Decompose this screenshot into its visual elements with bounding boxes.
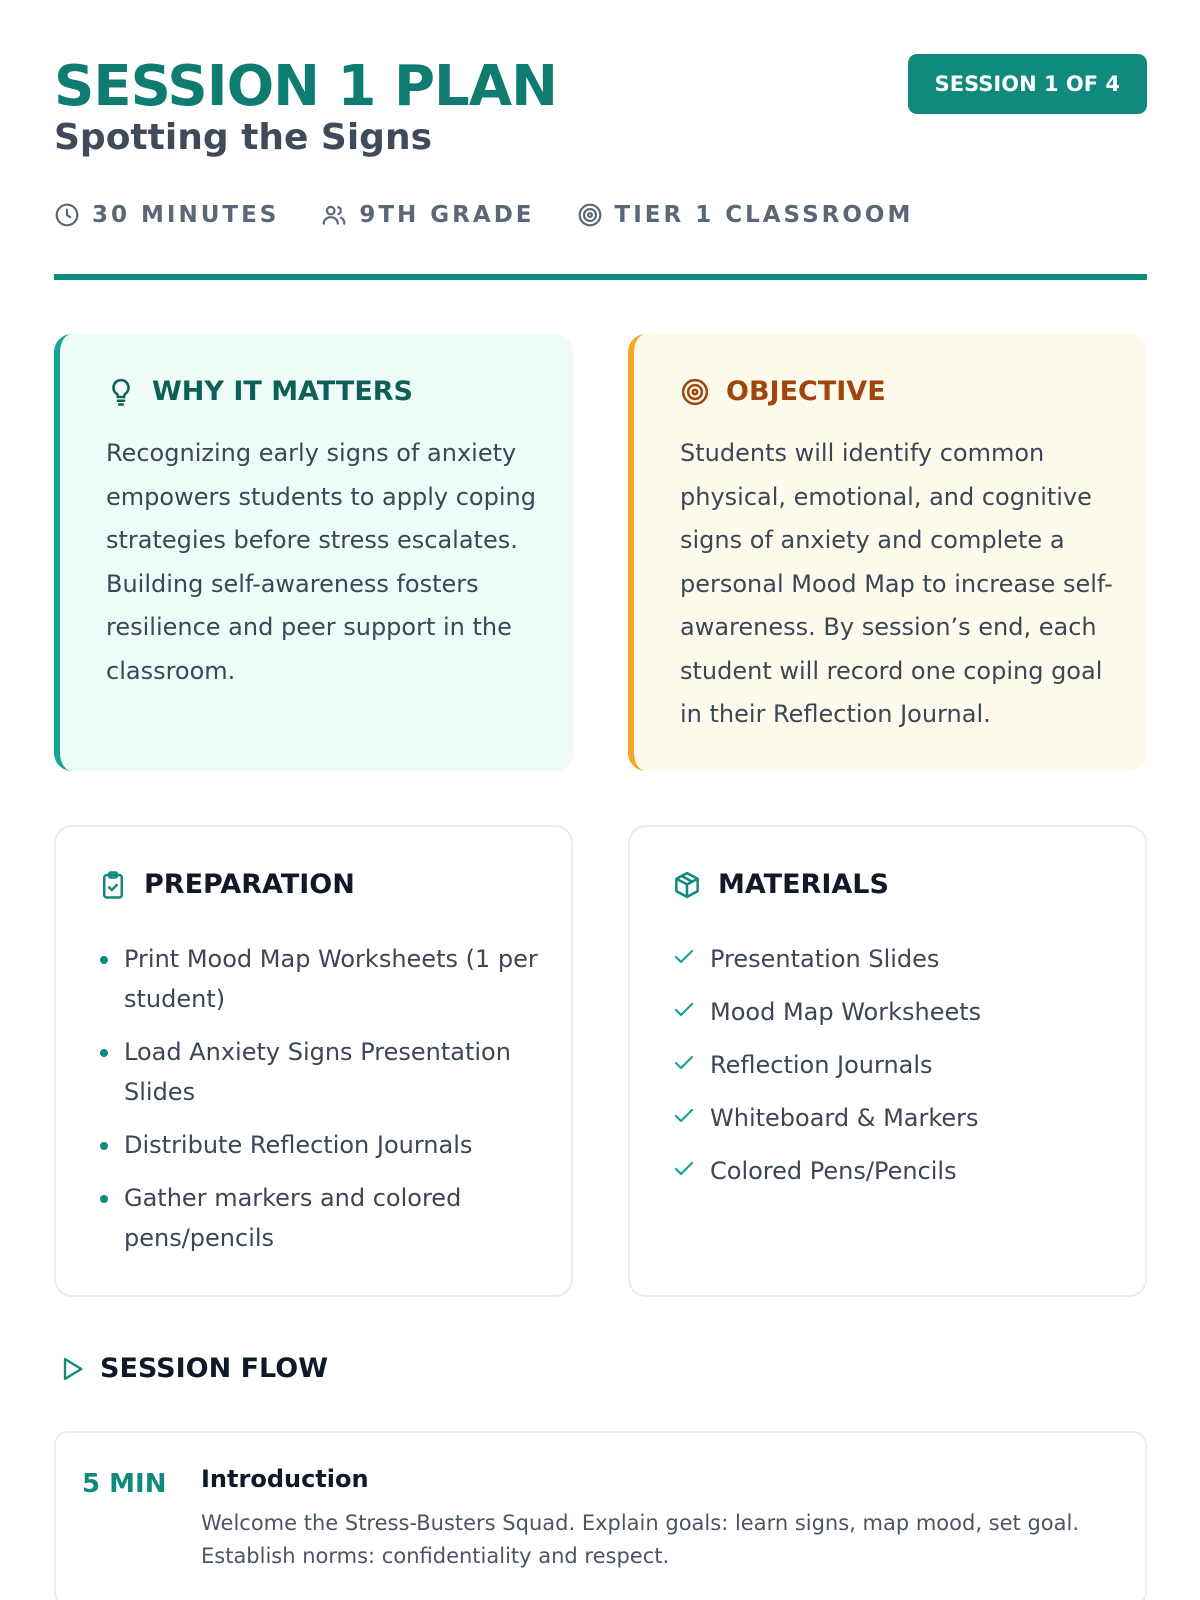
- why-it-matters-card: [54, 334, 573, 771]
- clock-icon: [54, 202, 80, 228]
- session-badge: SESSION 1 OF 4: [908, 54, 1147, 114]
- check-icon: [672, 945, 696, 969]
- check-icon: [672, 1104, 696, 1128]
- session-flow-title: SESSION FLOW: [100, 1353, 328, 1384]
- materials-list: [672, 939, 1112, 1204]
- flow-step-time: 5 MIN: [82, 1469, 167, 1499]
- meta-tier: [577, 202, 914, 228]
- objective-heading: [680, 376, 886, 407]
- flow-step-description: Welcome the Stress-Busters Squad. Explain goals: learn signs, map mood, set goal. Establish norms: confidentiality and respect.: [201, 1511, 1080, 1568]
- check-icon: [672, 1051, 696, 1075]
- material-label: Presentation Slides: [710, 945, 940, 973]
- preparation-card: [54, 825, 573, 1297]
- users-icon: [321, 202, 347, 228]
- list-item: [672, 992, 1112, 1032]
- why-it-matters-title: WHY IT MATTERS: [152, 376, 413, 407]
- list-item: Distribute Reflection Journals: [98, 1125, 538, 1165]
- list-item: Load Anxiety Signs Presentation Slides: [98, 1032, 538, 1112]
- list-item: [672, 1151, 1112, 1191]
- meta-grade: [321, 202, 534, 228]
- list-item: [672, 1045, 1112, 1085]
- preparation-list: [98, 939, 538, 1271]
- objective-text: Students will identify common physical, emotional, and cognitive signs of anxiety and complete a personal Mood Map to increase self-awareness. By session’s end, each student will record one coping goal in their Reflection Journal.: [680, 439, 1113, 728]
- target-icon: [680, 377, 710, 407]
- list-item: Print Mood Map Worksheets (1 per student): [98, 939, 538, 1019]
- clipboard-check-icon: [98, 870, 128, 900]
- list-item: [672, 1098, 1112, 1138]
- meta-tier-label: TIER 1 CLASSROOM: [614, 202, 914, 228]
- page-title: SESSION 1 PLAN: [54, 54, 557, 119]
- flow-step-title: Introduction: [201, 1465, 369, 1493]
- play-icon: [58, 1354, 86, 1384]
- flow-step: [54, 1431, 1147, 1600]
- target-icon: [577, 202, 603, 228]
- meta-duration-label: 30 MINUTES: [92, 202, 280, 228]
- material-label: Mood Map Worksheets: [710, 998, 982, 1026]
- materials-heading: [672, 869, 889, 900]
- page-header: [54, 56, 1147, 286]
- material-label: Colored Pens/Pencils: [710, 1157, 957, 1185]
- objective-title: OBJECTIVE: [726, 376, 886, 407]
- box-icon: [672, 870, 702, 900]
- check-icon: [672, 998, 696, 1022]
- list-item: Gather markers and colored pens/pencils: [98, 1178, 538, 1258]
- page-subtitle: Spotting the Signs: [54, 117, 432, 158]
- material-label: Reflection Journals: [710, 1051, 933, 1079]
- materials-title: MATERIALS: [718, 869, 889, 900]
- header-divider: [54, 274, 1147, 280]
- lightbulb-icon: [106, 377, 136, 407]
- session-meta: [54, 202, 955, 228]
- material-label: Whiteboard & Markers: [710, 1104, 979, 1132]
- objective-card: [628, 334, 1147, 771]
- preparation-heading: [98, 869, 355, 900]
- meta-grade-label: 9TH GRADE: [359, 202, 535, 228]
- meta-duration: [54, 202, 279, 228]
- list-item: [672, 939, 1112, 979]
- why-it-matters-text: Recognizing early signs of anxiety empowers students to apply coping strategies before stress escalates. Building self-awareness fosters resilience and peer support in the classroom.: [106, 439, 536, 685]
- why-it-matters-heading: [106, 376, 413, 407]
- session-flow-heading: [58, 1353, 328, 1384]
- materials-card: [628, 825, 1147, 1297]
- preparation-title: PREPARATION: [144, 869, 355, 900]
- check-icon: [672, 1157, 696, 1181]
